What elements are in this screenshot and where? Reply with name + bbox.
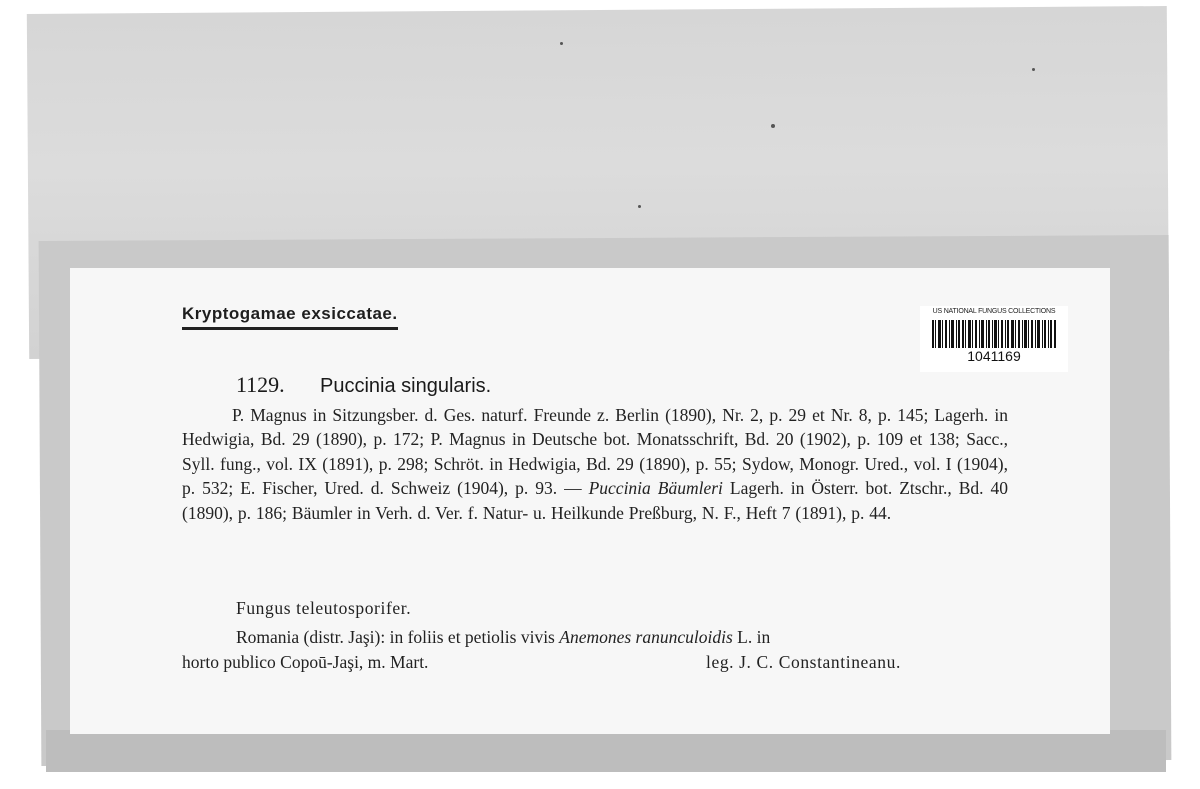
paper-speck (560, 42, 563, 45)
exsiccata-number: 1129. (236, 372, 285, 397)
barcode-number: 1041169 (967, 348, 1021, 364)
paper-speck (1032, 68, 1035, 71)
barcode-caption: US NATIONAL FUNGUS COLLECTIONS (932, 308, 1056, 315)
barcode (920, 306, 1068, 372)
envelope-bottom-edge (46, 730, 1166, 772)
paper-speck (638, 205, 641, 208)
collector: leg. J. C. Constantineanu. (706, 652, 901, 672)
barcode-bars (932, 320, 1056, 348)
specimen-label (70, 268, 1110, 734)
fungus-stage: Fungus teleutosporifer. (236, 598, 412, 618)
locality-last-line (182, 652, 1008, 673)
host-name: Anemones ranunculoidis (559, 627, 733, 647)
paper-speck (771, 124, 775, 128)
references-text-1: P. Magnus in Sitzungsber. d. Ges. naturf. Freunde z. Berlin (1890), Nr. 2, p. 29 et Nr. 8, p. 145; Lagerh. in Hedwigia, Bd. 29 (1890), p. 172; P. Magnus in Deutsche bot. Monatsschrift, Bd. 20 (1902), p. 109 et 138; Sacc., Syll. fung., vol. IX (1891), p. 298; Schröt. in Hedwigia, Bd. 29 (1890), p. 55; Sydow, Monogr. Ured., vol. I (1904), p. 532; E. Fischer, Ured. d. Schweiz (1904), p. 93. — (182, 405, 1008, 499)
locality-text-1: Romania (distr. Jaşi): in foliis et petiolis vivis (236, 627, 560, 647)
species-heading (236, 372, 491, 398)
locality-text-2: L. in (732, 627, 771, 647)
series-title: Kryptogamae exsiccatae. (182, 304, 398, 330)
locality-line-2: horto publico Copoū-Jaşi, m. Mart. (182, 652, 429, 672)
references-text-2: Lagerh. in Österr. bot. Ztschr., Bd. 40 (1890), p. 186; Bäumler in Verh. d. Ver. f. Natur- u. Heilkunde Preßburg, N. F., Heft 7 (1891), p. 44. (182, 478, 1008, 523)
locality-text (182, 624, 1008, 651)
species-name: Puccinia singularis. (320, 375, 492, 397)
literature-references (182, 403, 1008, 525)
synonym-name: Puccinia Bäumleri (588, 478, 723, 499)
